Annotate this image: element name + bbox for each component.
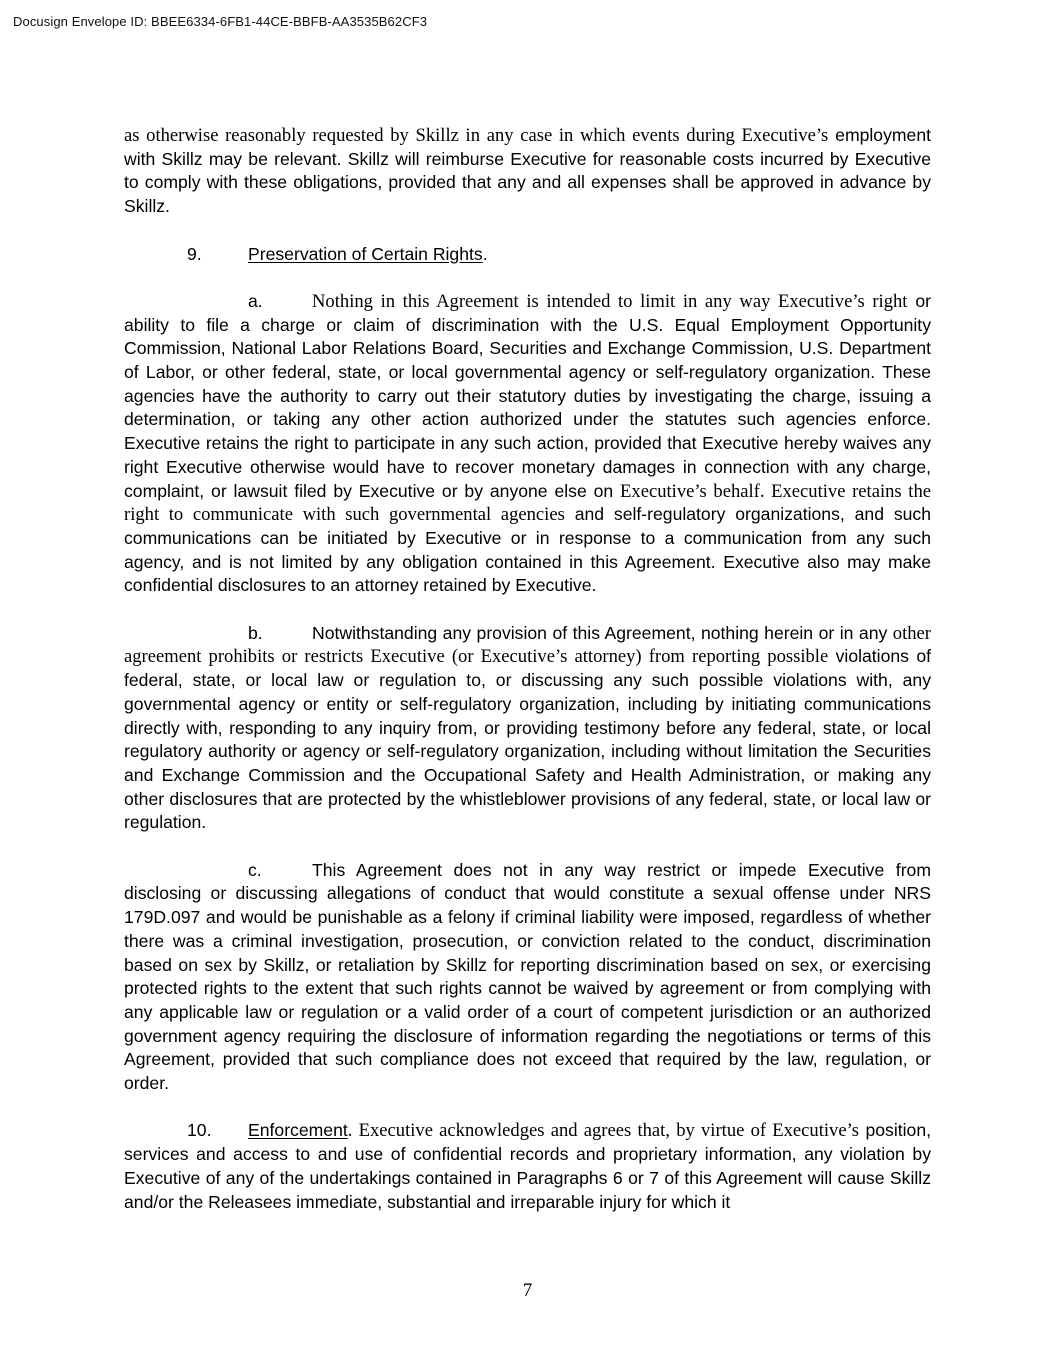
intro-serif-text: as otherwise reasonably requested by Skillz in any case in which events during Executive’s — [124, 125, 829, 146]
section-9a-text-1: or ability to file a charge or claim of discrimination with the U.S. Equal Employment Opportunity Commission, National Labor Relations Board, Securities and Exchange Commission, U.S. Department of Labor, or other federal, state, or local governmental agency or self-regulatory organization. These agencies have the authority to carry out their statutory duties by investigating the charge, issuing a determination, or taking any other action authorized under the statutes such agencies enforce. Executive retains the right to participate in any such action, provided that Executive hereby waives any right Executive otherwise would have to recover monetary damages in connection with any charge, complaint, or lawsuit filed by Executive or by anyone else on — [124, 290, 932, 501]
section-10-number: 10. — [187, 1120, 212, 1141]
section-9b-serif-mid: other agreement prohibits or restricts Executive (or Executive’s attorney) from reporting possible — [124, 622, 932, 668]
section-9a-letter: a. — [248, 290, 263, 311]
intro-paragraph — [124, 124, 931, 219]
section-10-lead: . Executive acknowledges and agrees that, by virtue of Executive’s — [347, 1120, 860, 1142]
section-9-heading — [124, 243, 931, 267]
document-body — [124, 124, 931, 1214]
section-9a-paragraph — [124, 290, 931, 598]
section-9a-lead: Nothing in this Agreement is intended to limit in any way Executive’s right — [312, 290, 908, 312]
section-9a-text-2: and self-regulatory organizations, and such communications can be initiated by Executive or in response to a communication from any such agency, and is not limited by any obligation contained in this Agreement. Executive also may make confidential disclosures to an attorney retained by Executive. — [124, 504, 931, 596]
section-9b-paragraph — [124, 622, 931, 835]
section-9b-letter: b. — [248, 622, 263, 643]
section-9a-serif-mid: Executive’s behalf. Executive retains the right to communicate with such governmental agencies — [124, 480, 932, 526]
section-9-number: 9. — [187, 243, 202, 264]
intro-text: employment with Skillz may be relevant. Skillz will reimburse Executive for reasonable costs incurred by Executive to comply with these obligations, provided that any and all expenses shall be approved in advance by Skillz. — [124, 125, 932, 217]
section-9-title-punct: . — [482, 243, 488, 264]
section-10-title: Enforcement — [248, 1120, 348, 1141]
section-9c-letter: c. — [248, 859, 262, 880]
section-9c-paragraph — [124, 859, 931, 1096]
section-9b-text: violations of federal, state, or local law or regulation to, or discussing any such possible violations with, any governmental agency or entity or self-regulatory organization, including by initiating communications directly with, responding to any inquiry from, or providing testimony before any federal, state, or local regulatory authority or agency or self-regulatory organization, including without limitation the Securities and Exchange Commission and the Occupational Safety and Health Administration, or making any other disclosures that are protected by the whistleblower provisions of any federal, state, or local law or regulation. — [124, 646, 931, 833]
section-10-paragraph — [124, 1119, 931, 1214]
section-9c-text: This Agreement does not in any way restrict or impede Executive from disclosing or discussing allegations of conduct that would constitute a sexual offense under NRS 179D.097 and would be punishable as a felony if criminal liability were imposed, regardless of whether there was a criminal investigation, prosecution, or conviction related to the conduct, discrimination based on sex by Skillz, or retaliation by Skillz for reporting discrimination based on sex, or exercising protected rights to the extent that such rights cannot be waived by agreement or from complying with any applicable law or regulation or a valid order of a court of competent jurisdiction or an authorized government agency requiring the disclosure of information regarding the negotiations or terms of this Agreement, provided that such compliance does not exceed that required by the law, regulation, or order. — [124, 859, 931, 1094]
section-9-title: Preservation of Certain Rights — [248, 243, 483, 264]
section-10-text: position, services and access to and use of confidential records and proprietary information, any violation by Executive of any of the undertakings contained in Paragraphs 6 or 7 of this Agreement will cause Skillz and/or the Releasees immediate, substantial and irreparable injury for which it — [124, 1120, 931, 1212]
envelope-id-header: Docusign Envelope ID: BBEE6334-6FB1-44CE-BBFB-AA3535B62CF3 — [13, 14, 428, 29]
section-9b-lead: Notwithstanding any provision of this Agreement, nothing herein or in any — [312, 622, 888, 643]
page-number: 7 — [522, 1280, 533, 1301]
